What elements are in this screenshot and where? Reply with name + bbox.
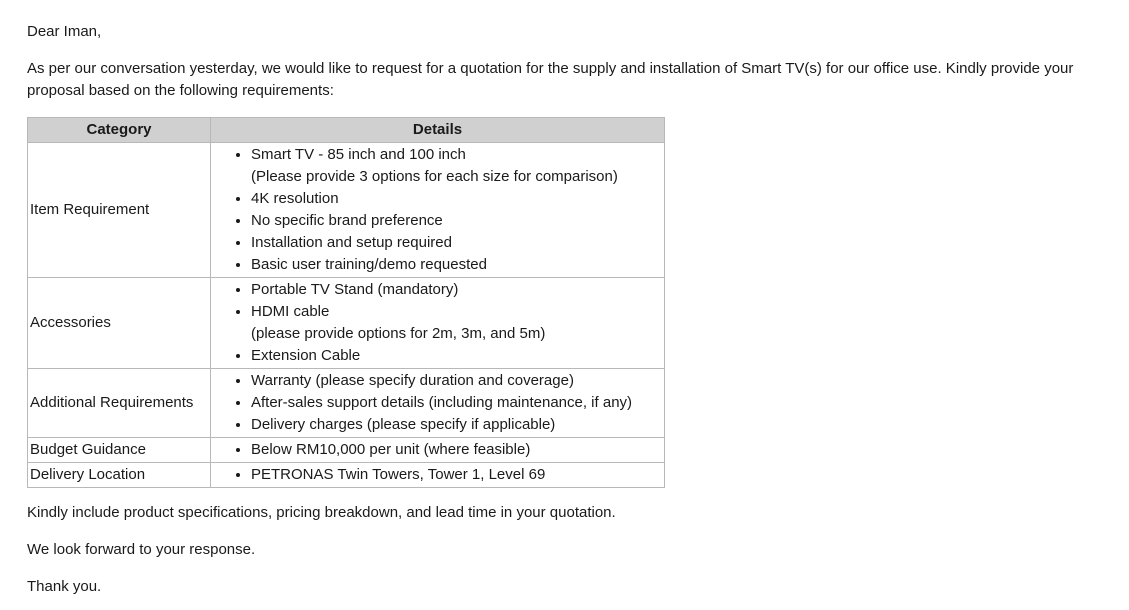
list-item	[251, 301, 662, 345]
list-item-subtext: (please provide options for 2m, 3m, and 5m)	[251, 325, 546, 342]
list-item	[251, 144, 662, 188]
details-list	[213, 144, 662, 276]
intro-paragraph: As per our conversation yesterday, we would like to request for a quotation for the supply and installation of Smart TV(s) for our office use. Kindly provide your proposal based on the following requirements:	[27, 60, 1074, 99]
details-list	[213, 279, 662, 367]
table-row	[28, 438, 665, 463]
row-category: Item Requirement	[28, 143, 211, 278]
list-item: • Below RM10,000 per unit (where feasible)	[251, 439, 662, 461]
list-item: • Warranty (please specify duration and coverage)	[251, 370, 662, 392]
list-item: • Basic user training/demo requested	[251, 254, 662, 276]
row-details	[211, 369, 665, 438]
header-details: Details	[211, 118, 665, 143]
details-list	[213, 464, 662, 486]
list-item: • No specific brand preference	[251, 210, 662, 232]
row-category: Budget Guidance	[28, 438, 211, 463]
list-item-subtext: (Please provide 3 options for each size for comparison)	[251, 168, 618, 185]
table-row	[28, 278, 665, 369]
requirements-table	[27, 117, 665, 488]
row-details	[211, 438, 665, 463]
sign-off-text: Thank you.	[27, 578, 102, 595]
table-row	[28, 143, 665, 278]
table-row	[28, 369, 665, 438]
closing-paragraph: We look forward to your response.	[27, 541, 256, 558]
list-item-text: Smart TV - 85 inch and 100 inch	[251, 146, 466, 163]
row-category: Delivery Location	[28, 463, 211, 488]
table-row	[28, 463, 665, 488]
table-header-row	[28, 118, 665, 143]
row-details	[211, 278, 665, 369]
list-item-text: HDMI cable	[251, 303, 330, 320]
greeting-text: Dear Iman,	[27, 23, 102, 40]
details-list	[213, 439, 662, 461]
list-item: • Portable TV Stand (mandatory)	[251, 279, 662, 301]
row-category: Additional Requirements	[28, 369, 211, 438]
list-item: • Delivery charges (please specify if applicable)	[251, 414, 662, 436]
header-category: Category	[28, 118, 211, 143]
list-item: • PETRONAS Twin Towers, Tower 1, Level 69	[251, 464, 662, 486]
row-category: Accessories	[28, 278, 211, 369]
row-details	[211, 143, 665, 278]
row-details	[211, 463, 665, 488]
closing-paragraph: Kindly include product specifications, pricing breakdown, and lead time in your quotation.	[27, 504, 616, 521]
list-item: • After-sales support details (including maintenance, if any)	[251, 392, 662, 414]
list-item: • Extension Cable	[251, 345, 662, 367]
list-item: • 4K resolution	[251, 188, 662, 210]
list-item: • Installation and setup required	[251, 232, 662, 254]
details-list	[213, 370, 662, 436]
